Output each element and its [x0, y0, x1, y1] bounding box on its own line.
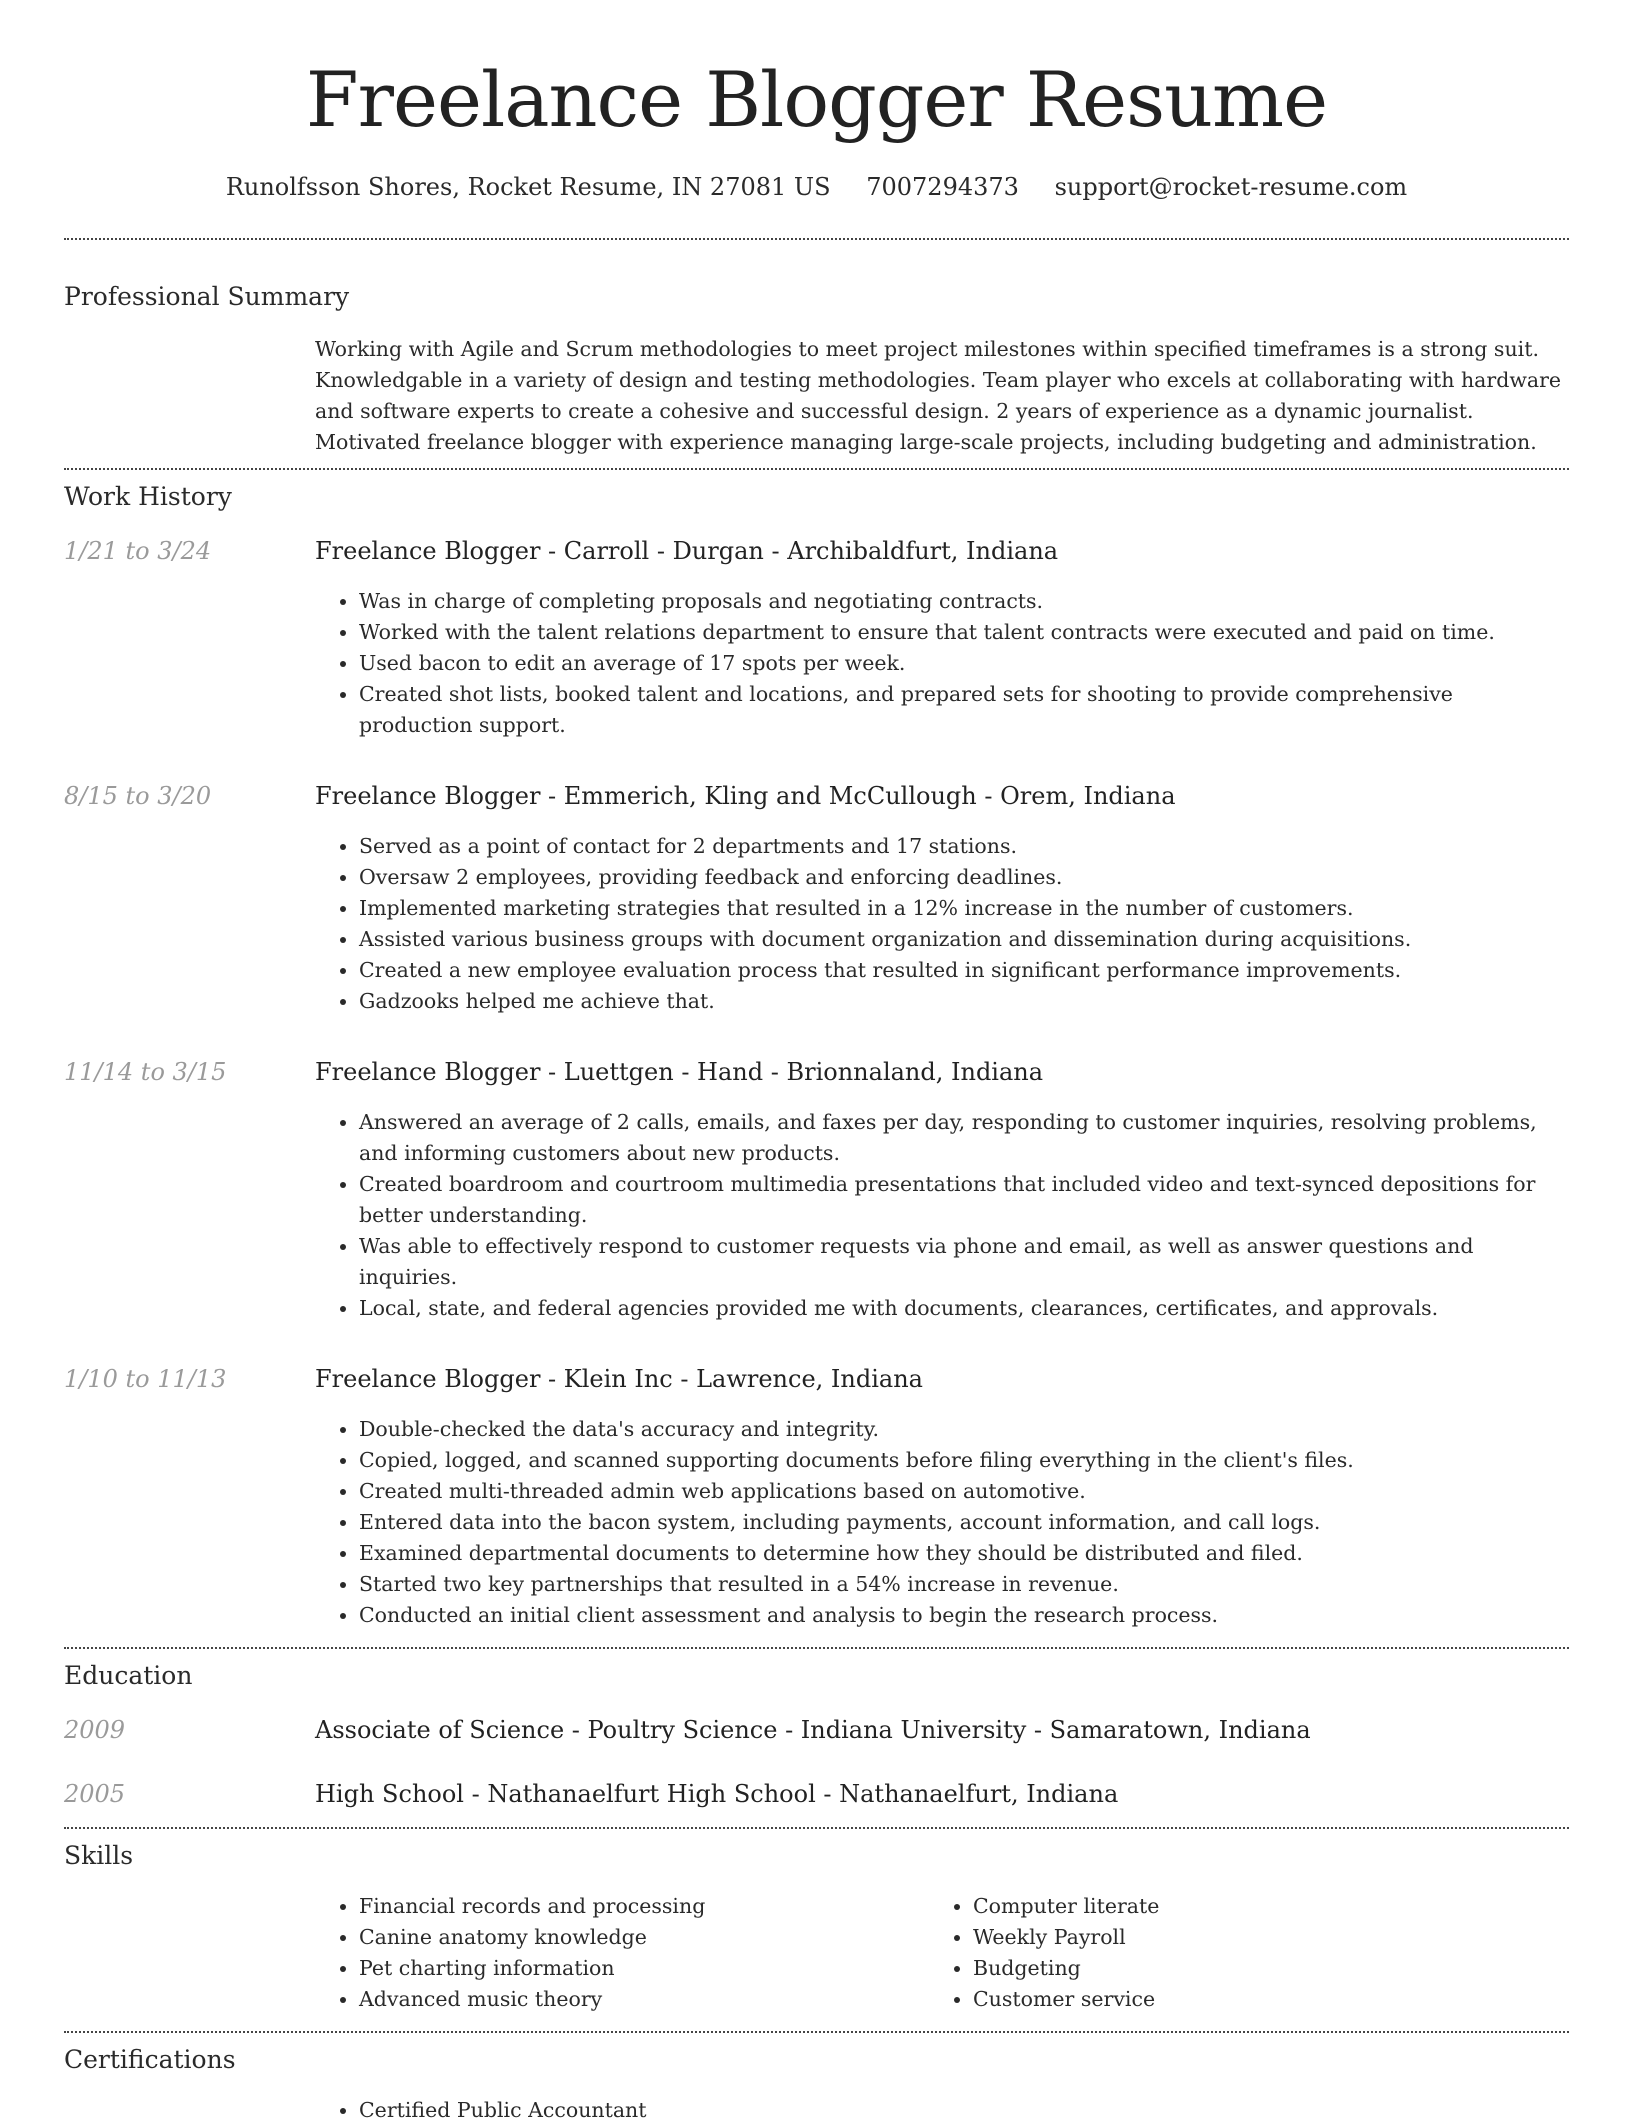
job-bullet: • Used bacon to edit an average of 17 spots per week. — [359, 648, 1569, 679]
job-entry — [64, 1362, 1569, 1647]
contact-address: Runolfsson Shores, Rocket Resume, IN 27081 US — [225, 173, 831, 201]
job-bullet: • Gadzooks helped me achieve that. — [359, 986, 1569, 1017]
job-dates: 1/10 to 11/13 — [64, 1365, 227, 1393]
job-bullets — [315, 586, 1569, 741]
resume-page — [64, 0, 1569, 2126]
contact-line — [64, 170, 1569, 204]
job-bullet: • Oversaw 2 employees, providing feedback and enforcing deadlines. — [359, 862, 1569, 893]
job-dates: 11/14 to 3/15 — [64, 1058, 227, 1086]
certifications-heading: Certifications — [64, 2045, 236, 2074]
job-bullet: • Was able to effectively respond to customer requests via phone and email, as well as answer questions and inquiries. — [359, 1231, 1569, 1293]
job-entry — [64, 779, 1569, 1017]
job-bullet: • Served as a point of contact for 2 departments and 17 stations. — [359, 831, 1569, 862]
summary-text: Working with Agile and Scrum methodologies to meet project milestones within specified timeframes is a strong suit. Knowledgable in a variety of design and testing methodologies. Team player who excels at collaborating with hardware and software experts to create a cohesive and successful design. 2 years of experience as a dynamic journalist. Motivated freelance blogger with experience managing large-scale projects, including budgeting and administration. — [315, 337, 1562, 454]
skills-column-right — [929, 1891, 1473, 2015]
job-bullets — [315, 1107, 1569, 1324]
education-year: 2005 — [64, 1780, 126, 1808]
education-heading: Education — [64, 1661, 193, 1690]
job-bullets — [315, 1414, 1569, 1631]
education-detail: High School - Nathanaelfurt High School - Nathanaelfurt, Indiana — [315, 1780, 1119, 1808]
job-bullet: • Created shot lists, booked talent and locations, and prepared sets for shooting to provide comprehensive production support. — [359, 679, 1569, 741]
education-detail: Associate of Science - Poultry Science - Indiana University - Samaratown, Indiana — [315, 1716, 1311, 1744]
job-bullet: • Double-checked the data's accuracy and integrity. — [359, 1414, 1569, 1445]
job-bullet: • Examined departmental documents to determine how they should be distributed and filed. — [359, 1538, 1569, 1569]
certifications-section — [64, 2033, 1569, 2126]
certification-item: • Certified Public Accountant — [359, 2095, 1569, 2126]
work-history-section — [64, 470, 1569, 1647]
job-bullet: • Created boardroom and courtroom multimedia presentations that included video and text-synced depositions for better understanding. — [359, 1169, 1569, 1231]
skill-item: • Weekly Payroll — [973, 1922, 1473, 1953]
job-bullet: • Conducted an initial client assessment and analysis to begin the research process. — [359, 1600, 1569, 1631]
skill-item: • Customer service — [973, 1984, 1473, 2015]
job-title: Freelance Blogger - Emmerich, Kling and McCullough - Orem, Indiana — [315, 782, 1176, 810]
contact-phone: 7007294373 — [866, 173, 1019, 201]
job-bullet: • Answered an average of 2 calls, emails, and faxes per day, responding to customer inquiries, resolving problems, and informing customers about new products. — [359, 1107, 1569, 1169]
skill-item: • Computer literate — [973, 1891, 1473, 1922]
summary-section — [64, 280, 1569, 458]
education-entry — [64, 1777, 1569, 1811]
skill-item: • Financial records and processing — [359, 1891, 929, 1922]
job-bullet: • Implemented marketing strategies that resulted in a 12% increase in the number of customers. — [359, 893, 1569, 924]
job-bullet: • Copied, logged, and scanned supporting documents before filing everything in the client's files. — [359, 1445, 1569, 1476]
job-bullet: • Created a new employee evaluation process that resulted in significant performance improvements. — [359, 955, 1569, 986]
job-dates: 8/15 to 3/20 — [64, 782, 212, 810]
skills-heading: Skills — [64, 1841, 134, 1870]
job-bullet: • Was in charge of completing proposals and negotiating contracts. — [359, 586, 1569, 617]
education-section — [64, 1649, 1569, 1811]
skill-item: • Budgeting — [973, 1953, 1473, 1984]
skills-column-left — [315, 1891, 929, 2015]
work-history-heading: Work History — [64, 482, 232, 511]
job-title: Freelance Blogger - Carroll - Durgan - Archibaldfurt, Indiana — [315, 537, 1059, 565]
job-entry — [64, 1055, 1569, 1324]
job-bullet: • Assisted various business groups with document organization and dissemination during acquisitions. — [359, 924, 1569, 955]
job-bullet: • Started two key partnerships that resulted in a 54% increase in revenue. — [359, 1569, 1569, 1600]
education-entry — [64, 1713, 1569, 1747]
resume-title: Freelance Blogger Resume — [305, 55, 1328, 144]
job-title: Freelance Blogger - Luettgen - Hand - Brionnaland, Indiana — [315, 1058, 1044, 1086]
section-divider — [64, 238, 1569, 240]
certifications-list — [315, 2095, 1569, 2126]
skill-item: • Pet charting information — [359, 1953, 929, 1984]
job-bullet: • Local, state, and federal agencies provided me with documents, clearances, certificates, and approvals. — [359, 1293, 1569, 1324]
summary-heading: Professional Summary — [64, 282, 350, 311]
job-bullets — [315, 831, 1569, 1017]
contact-email: support@rocket-resume.com — [1054, 173, 1408, 201]
job-dates: 1/21 to 3/24 — [64, 537, 212, 565]
skills-section — [64, 1829, 1569, 2015]
job-bullet: • Entered data into the bacon system, including payments, account information, and call logs. — [359, 1507, 1569, 1538]
skill-item: • Advanced music theory — [359, 1984, 929, 2015]
skills-grid — [315, 1891, 1569, 2015]
job-entry — [64, 534, 1569, 741]
job-title: Freelance Blogger - Klein Inc - Lawrence, Indiana — [315, 1365, 923, 1393]
skill-item: • Canine anatomy knowledge — [359, 1922, 929, 1953]
job-bullet: • Created multi-threaded admin web applications based on automotive. — [359, 1476, 1569, 1507]
education-year: 2009 — [64, 1716, 126, 1744]
job-bullet: • Worked with the talent relations department to ensure that talent contracts were executed and paid on time. — [359, 617, 1569, 648]
